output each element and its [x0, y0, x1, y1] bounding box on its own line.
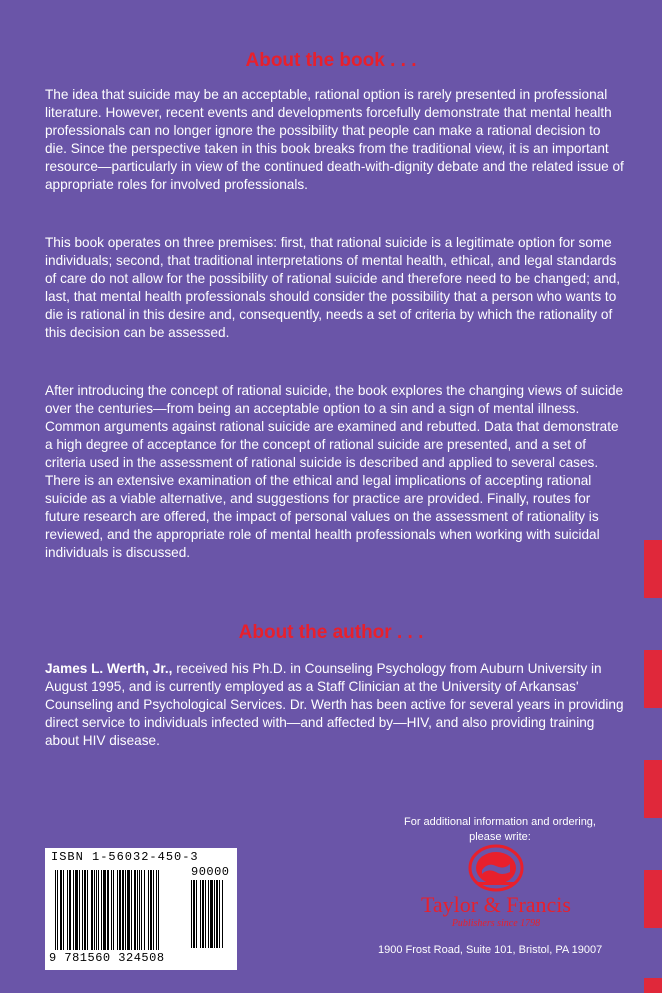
barcode — [45, 848, 237, 970]
edge-tab — [644, 650, 662, 708]
ordering-line-2: please write: — [469, 831, 531, 843]
edge-tab — [644, 978, 662, 993]
author-name: James L. Werth, Jr., — [45, 661, 173, 676]
barcode-addon-bars — [191, 880, 223, 948]
barcode-bars — [55, 870, 160, 950]
about-author-heading: About the author . . . — [238, 622, 424, 643]
barcode-addon-digits: 90000 — [191, 865, 230, 879]
publisher-tagline: Publishers since 1798 — [451, 918, 541, 929]
book-paragraph-2: This book operates on three premises: first, that rational suicide is a legitimate option for some individuals; second, that traditional interpretations of mental health, ethical, and legal standards of care do not allow for the possibility of rational suicide and therefore need to be changed; and, last, that mental health professionals should consider the possibility that a person who wants to die is rational in this desire and, consequently, needs a set of criteria by which the rationality of this decision can be assessed. — [45, 235, 621, 340]
isbn-label: ISBN 1-56032-450-3 — [51, 850, 199, 864]
edge-tab — [644, 540, 662, 598]
barcode-digits: 9 781560 324508 — [49, 951, 165, 965]
ordering-line-1: For additional information and ordering, — [403, 816, 596, 828]
book-paragraph-1: The idea that suicide may be an acceptable, rational option is rarely presented in professional literature. However, recent events and developments forcefully demonstrate that mental health professionals can no longer ignore the possibility that people can make a rational decision to die. Since the perspective taken in this book breaks from the traditional view, it is an important resource—particularly in view of the continued death-with-dignity debate and the related issue of appropriate roles for involved professionals. — [45, 87, 624, 192]
publisher-name: Taylor & Francis — [421, 892, 571, 917]
publisher-emblem-icon — [398, 842, 594, 892]
publisher-logo — [398, 842, 594, 937]
author-bio-text: received his Ph.D. in Counseling Psychology from Auburn University in August 1995, and is currently employed as a Staff Clinician at the University of Arkansas' Counseling and Psychological Services. Dr. Werth has been active for several years in providing direct service to individuals infected with—and affected by—HIV, and also providing training about HIV disease. — [45, 661, 624, 748]
book-paragraph-3: After introducing the concept of rational suicide, the book explores the changing views of suicide over the centuries—from being an acceptable option to a sin and a sign of mental illness. Common arguments against rational suicide are examined and rebutted. Data that demonstrate a high degree of acceptance for the concept of rational suicide are presented, and a set of criteria used in the assessment of rational suicide is described and applied to several cases. There is an extensive examination of the ethical and legal implications of accepting rational suicide as a viable alternative, and suggestions for practice are provided. Finally, routes for future research are offered, the impact of personal values on the assessment of rationality is reviewed, and the appropriate role of mental health professionals when working with suicidal individuals is discussed. — [45, 383, 624, 560]
edge-tab — [644, 870, 662, 928]
ordering-info — [380, 815, 620, 845]
about-book-heading: About the book . . . — [245, 50, 417, 71]
edge-tab — [644, 760, 662, 818]
author-bio — [45, 660, 625, 750]
publisher-address: 1900 Frost Road, Suite 101, Bristol, PA 19007 — [378, 944, 603, 956]
